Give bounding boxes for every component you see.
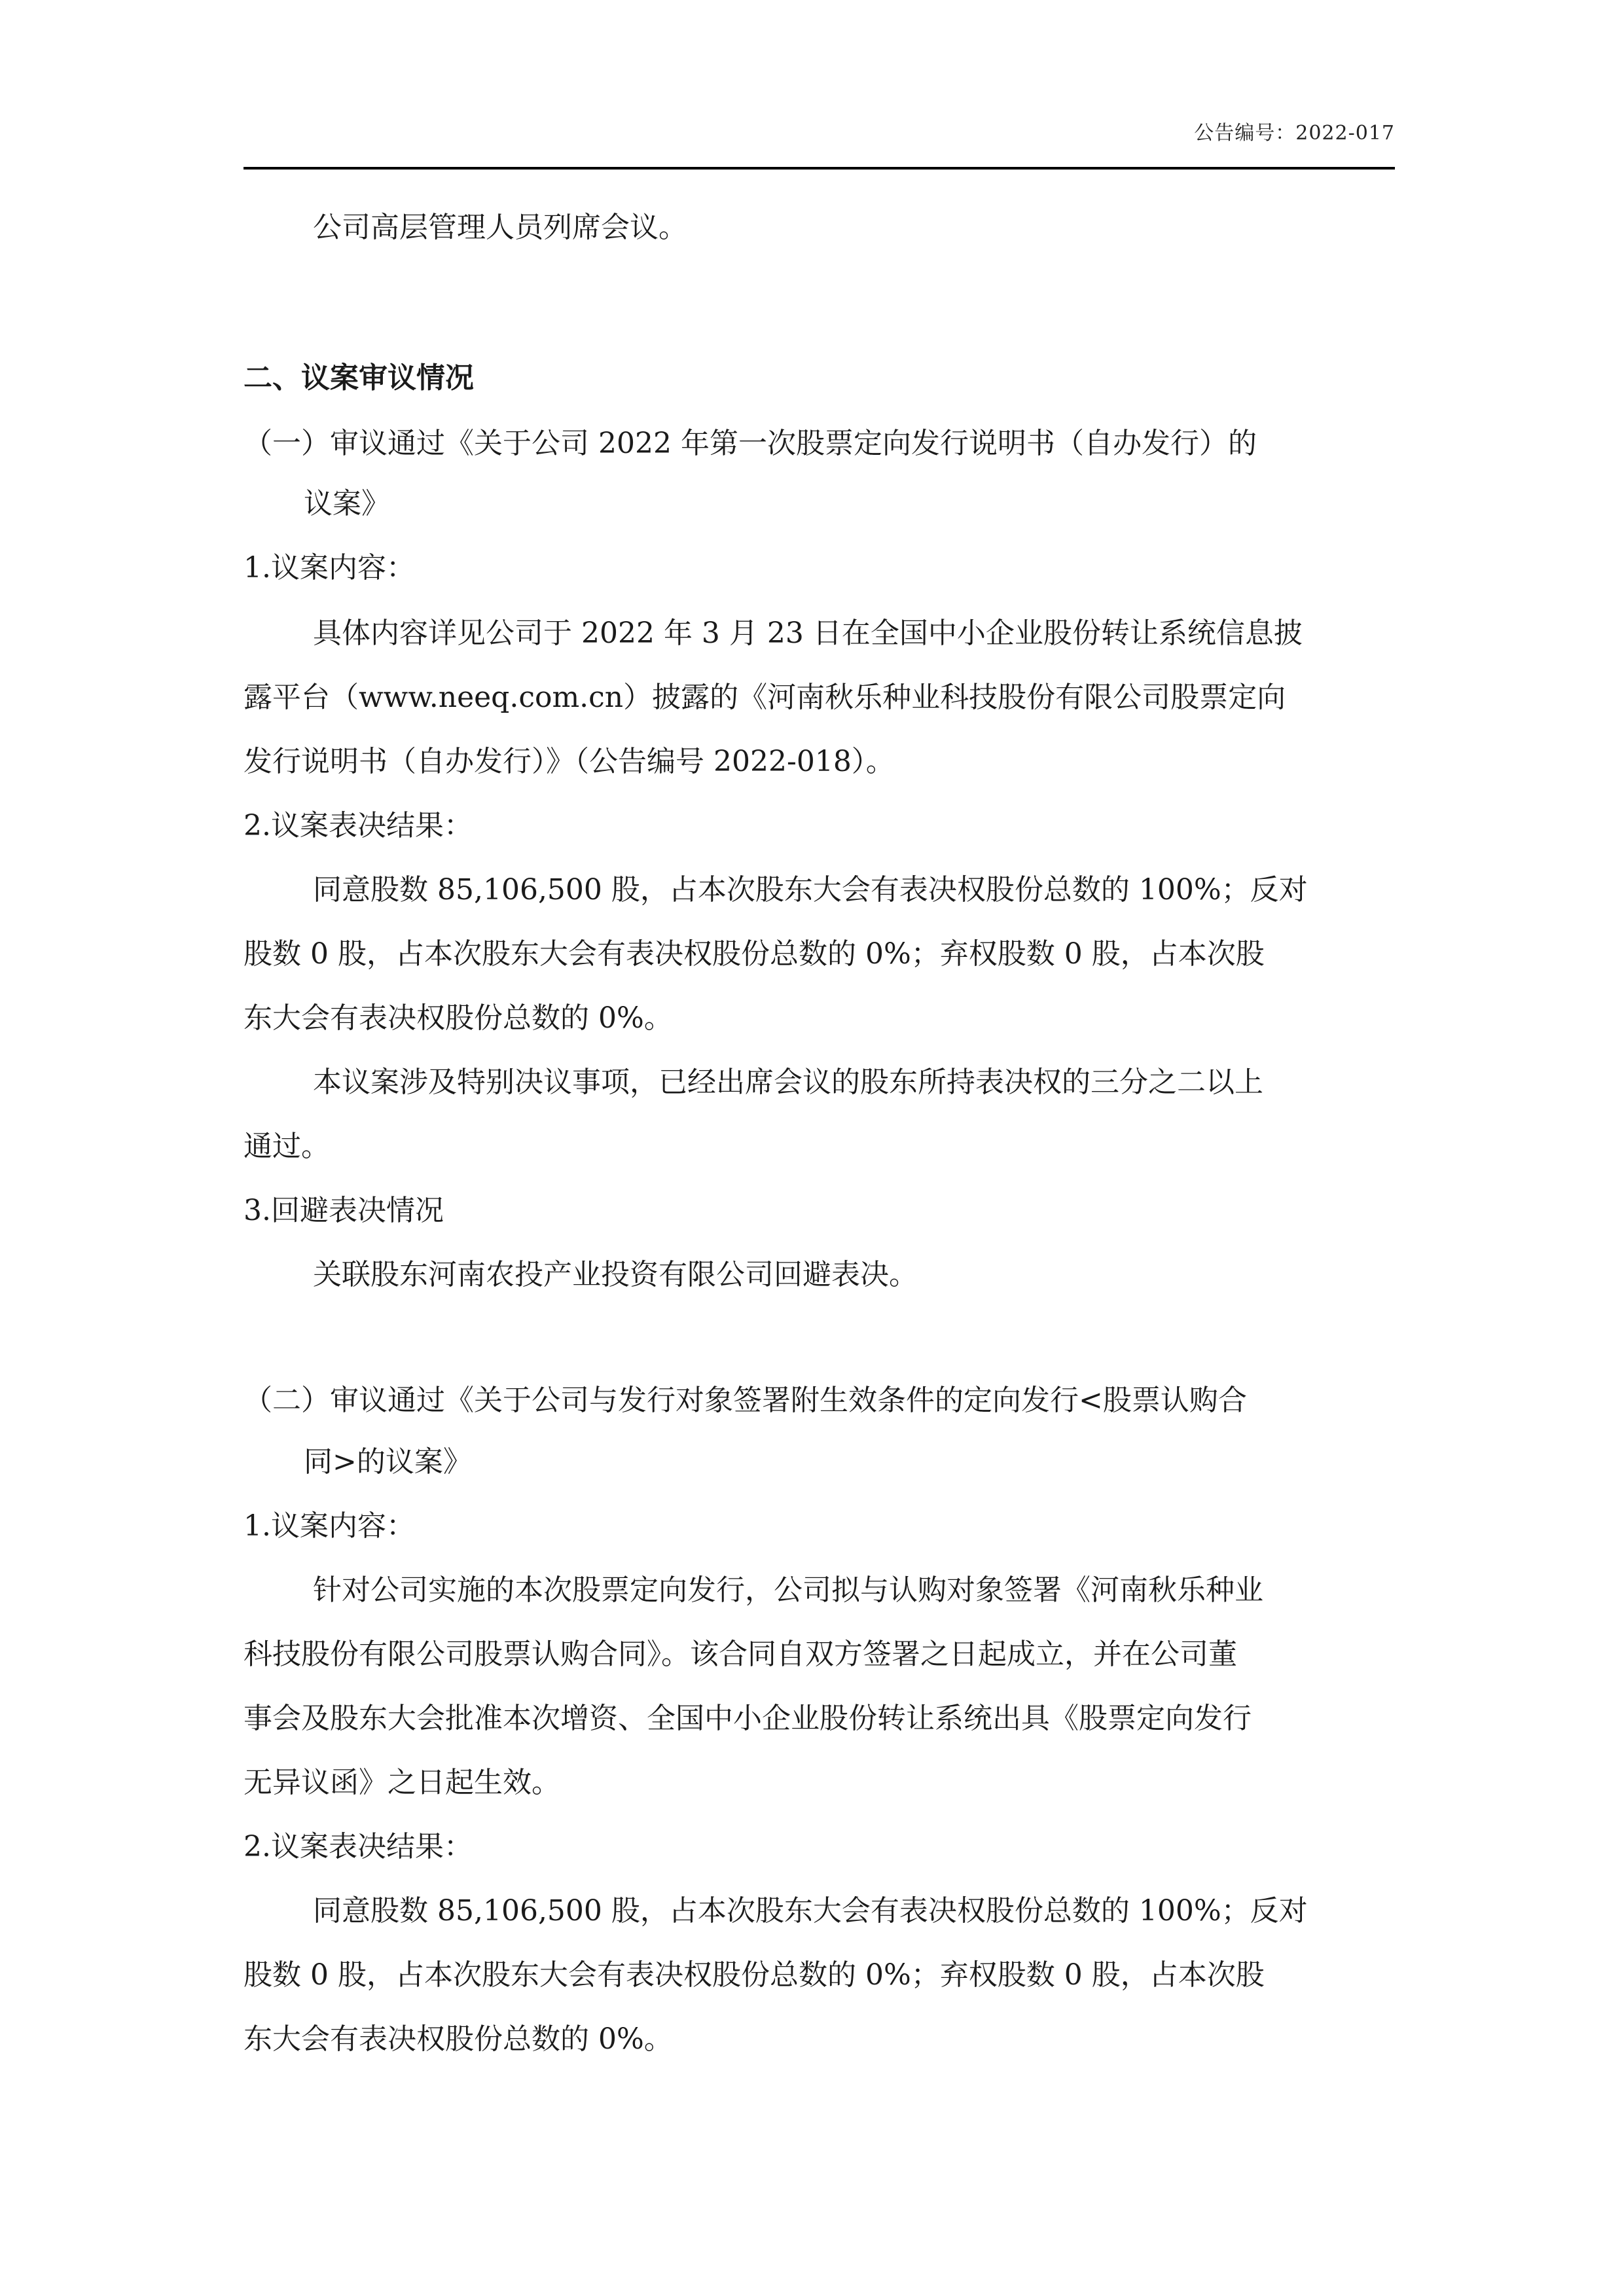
motion-1-title-cont: 议案》	[304, 487, 390, 520]
motion-2-content-line: 无异议函》之日起生效。	[244, 1766, 560, 1799]
motion-2-vote-line: 股数 0 股，占本次股东大会有表决权股份总数的 0%；弃权股数 0 股，占本次股	[244, 1958, 1265, 1992]
announcement-number: 公告编号：2022-017	[1194, 122, 1395, 145]
motion-2-vote-line: 同意股数 85,106,500 股，占本次股东大会有表决权股份总数的 100%；反对	[313, 1894, 1308, 1928]
motion-1-vote-label: 2.议案表决结果：	[244, 809, 473, 842]
motion-1-vote-line: 股数 0 股，占本次股东大会有表决权股份总数的 0%；弃权股数 0 股，占本次股	[244, 937, 1265, 971]
motion-2-title-cont: 同>的议案》	[304, 1445, 472, 1479]
motion-1-title: （一）审议通过《关于公司 2022 年第一次股票定向发行说明书（自办发行）的	[244, 427, 1257, 460]
motion-1-content-label: 1.议案内容：	[244, 551, 415, 584]
recusal-label: 3.回避表决情况	[244, 1194, 444, 1227]
motion-2-content-label: 1.议案内容：	[244, 1509, 415, 1543]
motion-2-vote-line: 东大会有表决权股份总数的 0%。	[244, 2022, 673, 2056]
recusal-text: 关联股东河南农投产业投资有限公司回避表决。	[313, 1258, 918, 1291]
special-resolution-line: 通过。	[244, 1130, 330, 1163]
motion-2-content-line: 事会及股东大会批准本次增资、全国中小企业股份转让系统出具《股票定向发行	[244, 1702, 1252, 1735]
motion-2-vote-label: 2.议案表决结果：	[244, 1830, 473, 1863]
header-divider	[244, 167, 1395, 170]
motion-1-content-line: 发行说明书（自办发行）》（公告编号 2022-018）。	[244, 745, 895, 778]
special-resolution-line: 本议案涉及特别决议事项，已经出席会议的股东所持表决权的三分之二以上	[313, 1066, 1263, 1099]
motion-1-vote-line: 东大会有表决权股份总数的 0%。	[244, 1001, 673, 1035]
motion-1-vote-line: 同意股数 85,106,500 股，占本次股东大会有表决权股份总数的 100%；反对	[313, 873, 1308, 906]
attendance-line: 公司高层管理人员列席会议。	[313, 211, 687, 244]
motion-1-content-line: 具体内容详见公司于 2022 年 3 月 23 日在全国中小企业股份转让系统信息披	[313, 617, 1303, 650]
motion-2-title: （二）审议通过《关于公司与发行对象签署附生效条件的定向发行<股票认购合	[244, 1384, 1247, 1417]
section-heading: 二、议案审议情况	[244, 361, 474, 395]
motion-1-content-line: 露平台（www.neeq.com.cn）披露的《河南秋乐种业科技股份有限公司股票定向	[244, 681, 1286, 714]
motion-2-content-line: 科技股份有限公司股票认购合同》。该合同自双方签署之日起成立，并在公司董	[244, 1638, 1237, 1671]
motion-2-content-line: 针对公司实施的本次股票定向发行，公司拟与认购对象签署《河南秋乐种业	[313, 1573, 1263, 1607]
